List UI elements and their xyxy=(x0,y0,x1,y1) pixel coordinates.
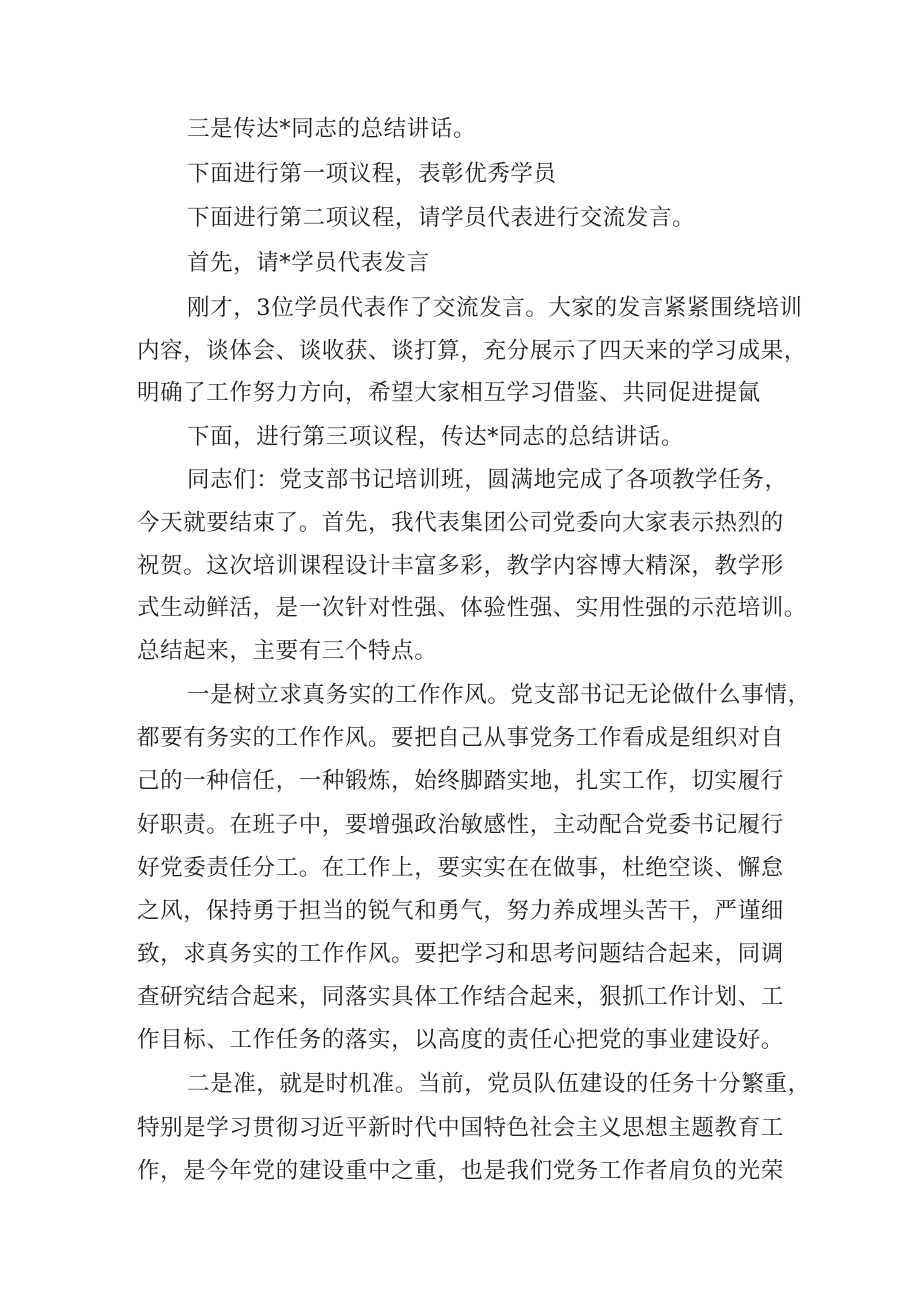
text-line: 己的一种信任，一种锻炼，始终脚踏实地，扎实工作，切实履行 xyxy=(137,768,784,794)
text-line: 祝贺。这次培训课程设计丰富多彩，教学内容博大精深，教学形 xyxy=(137,553,784,579)
text-line: 特别是学习贯彻习近平新时代中国特色社会主义思想主题教育工 xyxy=(137,1115,784,1141)
text-line: 明确了工作努力方向，希望大家相互学习借鉴、共同促进提氤 xyxy=(137,380,761,406)
text-line: 三是传达*同志的总结讲话。 xyxy=(187,116,477,142)
text-line: 之风，保持勇于担当的锐气和勇气，努力养成埋头苦干，严谨细 xyxy=(137,898,784,924)
text-line: 一是树立求真务实的工作作风。党支部书记无论做什么事情， xyxy=(187,682,811,708)
text-line: 查研究结合起来，同落实具体工作结合起来，狠抓工作计划、工 xyxy=(137,984,784,1010)
text-line: 下面进行第一项议程，表彰优秀学员 xyxy=(187,161,557,187)
text-line: 今天就要结束了。首先，我代表集团公司党委向大家表示热烈的 xyxy=(137,510,784,536)
text-line: 式生动鲜活，是一次针对性强、体验性强、实用性强的示范培训。 xyxy=(137,595,807,621)
text-line: 作，是今年党的建设重中之重，也是我们党务工作者肩负的光荣 xyxy=(137,1158,784,1184)
text-line: 都要有务实的工作作风。要把自己从事党务工作看成是组织对自 xyxy=(137,725,784,751)
text-line: 二是准，就是时机准。当前，党员队伍建设的任务十分繁重， xyxy=(187,1071,811,1097)
text-line: 作目标、工作任务的落实，以高度的责任心把党的事业建设好。 xyxy=(137,1027,784,1053)
text-line: 内容，谈体会、谈收获、谈打算，充分展示了四天来的学习成果， xyxy=(137,338,807,364)
text-line: 首先，请*学员代表发言 xyxy=(187,250,430,276)
text-line: 致，求真务实的工作作风。要把学习和思考问题结合起来，同调 xyxy=(137,941,784,967)
text-line: 下面，进行第三项议程，传达*同志的总结讲话。 xyxy=(187,424,684,450)
text-line: 同志们：党支部书记培训班，圆满地完成了各项教学任务， xyxy=(187,467,788,493)
text-line: 好党委责任分工。在工作上，要实实在在做事，杜绝空谈、懈怠 xyxy=(137,855,784,881)
text-line: 下面进行第二项议程，请学员代表进行交流发言。 xyxy=(187,205,696,231)
text-line: 刚才，3位学员代表作了交流发言。大家的发言紧紧围绕培训 xyxy=(187,295,803,321)
text-line: 总结起来，主要有三个特点。 xyxy=(137,638,438,664)
text-line: 好职责。在班子中，要增强政治敏感性，主动配合党委书记履行 xyxy=(137,812,784,838)
